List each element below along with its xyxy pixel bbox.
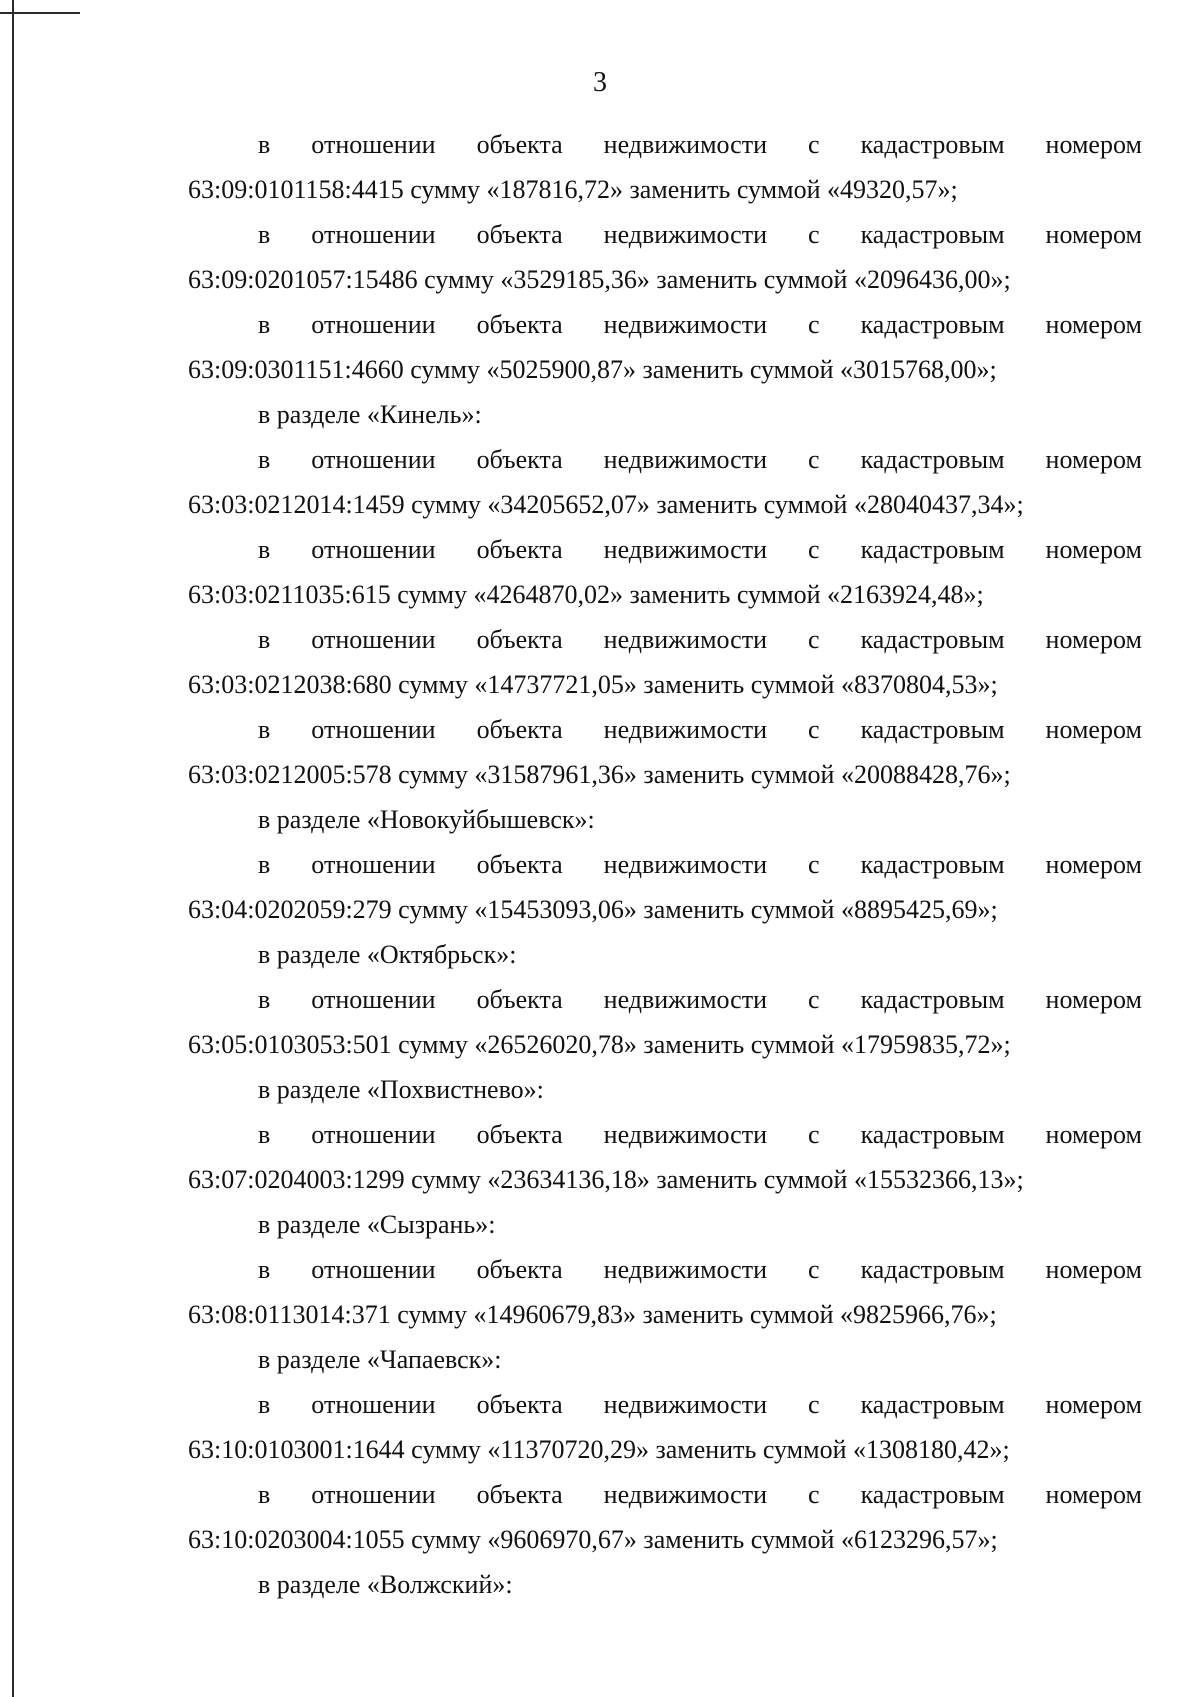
lead-word: с [808, 985, 820, 1014]
entry-detail-line: 63:07:0204003:1299 сумму «23634136,18» заменить суммой «15532366,13»; [188, 1165, 1024, 1194]
amendment-entry [188, 442, 1142, 532]
entry-lead-line [188, 622, 1142, 667]
lead-word: кадастровым [860, 850, 1005, 879]
entry-detail-line: 63:09:0201057:15486 сумму «3529185,36» заменить суммой «2096436,00»; [188, 265, 1011, 294]
lead-word: с [808, 310, 820, 339]
lead-word: кадастровым [860, 715, 1005, 744]
lead-word: с [808, 625, 820, 654]
amendment-entry [188, 1252, 1142, 1342]
section-heading: в разделе «Октябрьск»: [258, 940, 517, 969]
entry-lead-line [188, 1252, 1142, 1297]
lead-word: недвижимости [603, 1255, 767, 1284]
amendment-entry [188, 307, 1142, 397]
amendment-entry [188, 1117, 1142, 1207]
lead-word: недвижимости [603, 985, 767, 1014]
lead-word: отношении [311, 715, 436, 744]
lead-word: номером [1045, 985, 1142, 1014]
entry-detail-line: 63:05:0103053:501 сумму «26526020,78» заменить суммой «17959835,72»; [188, 1030, 1011, 1059]
amendment-entry [188, 847, 1142, 937]
lead-word: с [808, 1390, 820, 1419]
lead-word: в [258, 220, 271, 249]
entry-lead-line [188, 1117, 1142, 1162]
entry-lead-line [188, 847, 1142, 892]
lead-word: объекта [476, 445, 563, 474]
lead-word: объекта [476, 625, 563, 654]
lead-word: кадастровым [860, 625, 1005, 654]
lead-word: номером [1045, 625, 1142, 654]
lead-word: с [808, 1120, 820, 1149]
scan-edge-left [12, 0, 14, 1697]
entry-lead-line [188, 307, 1142, 352]
entry-detail-line: 63:04:0202059:279 сумму «15453093,06» заменить суммой «8895425,69»; [188, 895, 998, 924]
lead-word: кадастровым [860, 1120, 1005, 1149]
amendment-entry [188, 127, 1142, 217]
lead-word: в [258, 1255, 271, 1284]
page-number: 3 [593, 67, 607, 98]
entry-lead-line [188, 127, 1142, 172]
lead-word: в [258, 715, 271, 744]
entry-lead-line [188, 442, 1142, 487]
entry-detail-line: 63:03:0212005:578 сумму «31587961,36» заменить суммой «20088428,76»; [188, 760, 1011, 789]
lead-word: с [808, 1255, 820, 1284]
lead-word: в [258, 1480, 271, 1509]
lead-word: недвижимости [603, 445, 767, 474]
lead-word: кадастровым [860, 310, 1005, 339]
lead-word: номером [1045, 130, 1142, 159]
lead-word: кадастровым [860, 985, 1005, 1014]
lead-word: отношении [311, 535, 436, 564]
lead-word: недвижимости [603, 1480, 767, 1509]
lead-word: номером [1045, 1390, 1142, 1419]
lead-word: отношении [311, 850, 436, 879]
lead-word: отношении [311, 1390, 436, 1419]
lead-word: в [258, 625, 271, 654]
section-heading: в разделе «Волжский»: [258, 1570, 513, 1599]
lead-word: номером [1045, 1255, 1142, 1284]
entry-detail-line: 63:09:0101158:4415 сумму «187816,72» заменить суммой «49320,57»; [188, 175, 958, 204]
entry-detail-line: 63:08:0113014:371 сумму «14960679,83» заменить суммой «9825966,76»; [188, 1300, 997, 1329]
entry-detail-line: 63:03:0211035:615 сумму «4264870,02» заменить суммой «2163924,48»; [188, 580, 984, 609]
lead-word: кадастровым [860, 445, 1005, 474]
lead-word: кадастровым [860, 1255, 1005, 1284]
entry-lead-line [188, 532, 1142, 577]
lead-word: в [258, 1120, 271, 1149]
lead-word: объекта [476, 1390, 563, 1419]
section-heading: в разделе «Кинель»: [258, 400, 482, 429]
lead-word: номером [1045, 715, 1142, 744]
lead-word: кадастровым [860, 1390, 1005, 1419]
lead-word: недвижимости [603, 130, 767, 159]
lead-word: недвижимости [603, 1120, 767, 1149]
lead-word: объекта [476, 1480, 563, 1509]
entry-lead-line [188, 982, 1142, 1027]
entry-lead-line [188, 712, 1142, 757]
lead-word: отношении [311, 1120, 436, 1149]
section-heading: в разделе «Похвистнево»: [258, 1075, 544, 1104]
entry-lead-line [188, 1477, 1142, 1522]
lead-word: в [258, 310, 271, 339]
lead-word: в [258, 850, 271, 879]
lead-word: отношении [311, 220, 436, 249]
lead-word: с [808, 715, 820, 744]
lead-word: отношении [311, 130, 436, 159]
lead-word: отношении [311, 985, 436, 1014]
entry-detail-line: 63:03:0212014:1459 сумму «34205652,07» заменить суммой «28040437,34»; [188, 490, 1024, 519]
amendment-entry [188, 982, 1142, 1072]
amendment-entry [188, 622, 1142, 712]
entry-detail-line: 63:10:0203004:1055 сумму «9606970,67» заменить суммой «6123296,57»; [188, 1525, 998, 1554]
lead-word: недвижимости [603, 715, 767, 744]
section-heading: в разделе «Чапаевск»: [258, 1345, 502, 1374]
section-heading: в разделе «Сызрань»: [258, 1210, 496, 1239]
amendment-entry [188, 217, 1142, 307]
entry-detail-line: 63:10:0103001:1644 сумму «11370720,29» заменить суммой «1308180,42»; [188, 1435, 1010, 1464]
lead-word: номером [1045, 535, 1142, 564]
amendment-entry [188, 532, 1142, 622]
lead-word: с [808, 220, 820, 249]
lead-word: с [808, 535, 820, 564]
entry-detail-line: 63:09:0301151:4660 сумму «5025900,87» заменить суммой «3015768,00»; [188, 355, 997, 384]
lead-word: объекта [476, 1255, 563, 1284]
lead-word: недвижимости [603, 850, 767, 879]
lead-word: объекта [476, 1120, 563, 1149]
lead-word: номером [1045, 445, 1142, 474]
entry-detail-line: 63:03:0212038:680 сумму «14737721,05» заменить суммой «8370804,53»; [188, 670, 998, 699]
lead-word: кадастровым [860, 1480, 1005, 1509]
lead-word: отношении [311, 1480, 436, 1509]
entry-lead-line [188, 217, 1142, 262]
lead-word: в [258, 445, 271, 474]
lead-word: с [808, 1480, 820, 1509]
lead-word: объекта [476, 985, 563, 1014]
lead-word: недвижимости [603, 625, 767, 654]
lead-word: отношении [311, 310, 436, 339]
lead-word: кадастровым [860, 130, 1005, 159]
lead-word: с [808, 445, 820, 474]
lead-word: объекта [476, 220, 563, 249]
lead-word: в [258, 535, 271, 564]
section-heading: в разделе «Новокуйбышевск»: [258, 805, 595, 834]
lead-word: в [258, 130, 271, 159]
lead-word: отношении [311, 625, 436, 654]
lead-word: в [258, 985, 271, 1014]
scan-edge-top [0, 12, 80, 14]
lead-word: номером [1045, 1480, 1142, 1509]
lead-word: кадастровым [860, 535, 1005, 564]
lead-word: недвижимости [603, 1390, 767, 1419]
lead-word: номером [1045, 310, 1142, 339]
lead-word: объекта [476, 130, 563, 159]
lead-word: с [808, 850, 820, 879]
lead-word: отношении [311, 445, 436, 474]
lead-word: в [258, 1390, 271, 1419]
lead-word: с [808, 130, 820, 159]
amendment-entry [188, 1477, 1142, 1567]
lead-word: номером [1045, 1120, 1142, 1149]
lead-word: номером [1045, 220, 1142, 249]
lead-word: объекта [476, 310, 563, 339]
amendment-entry [188, 1387, 1142, 1477]
lead-word: объекта [476, 535, 563, 564]
document-body [188, 127, 1142, 1612]
lead-word: кадастровым [860, 220, 1005, 249]
lead-word: объекта [476, 850, 563, 879]
lead-word: номером [1045, 850, 1142, 879]
amendment-entry [188, 712, 1142, 802]
lead-word: недвижимости [603, 535, 767, 564]
entry-lead-line [188, 1387, 1142, 1432]
lead-word: объекта [476, 715, 563, 744]
lead-word: недвижимости [603, 310, 767, 339]
lead-word: недвижимости [603, 220, 767, 249]
lead-word: отношении [311, 1255, 436, 1284]
